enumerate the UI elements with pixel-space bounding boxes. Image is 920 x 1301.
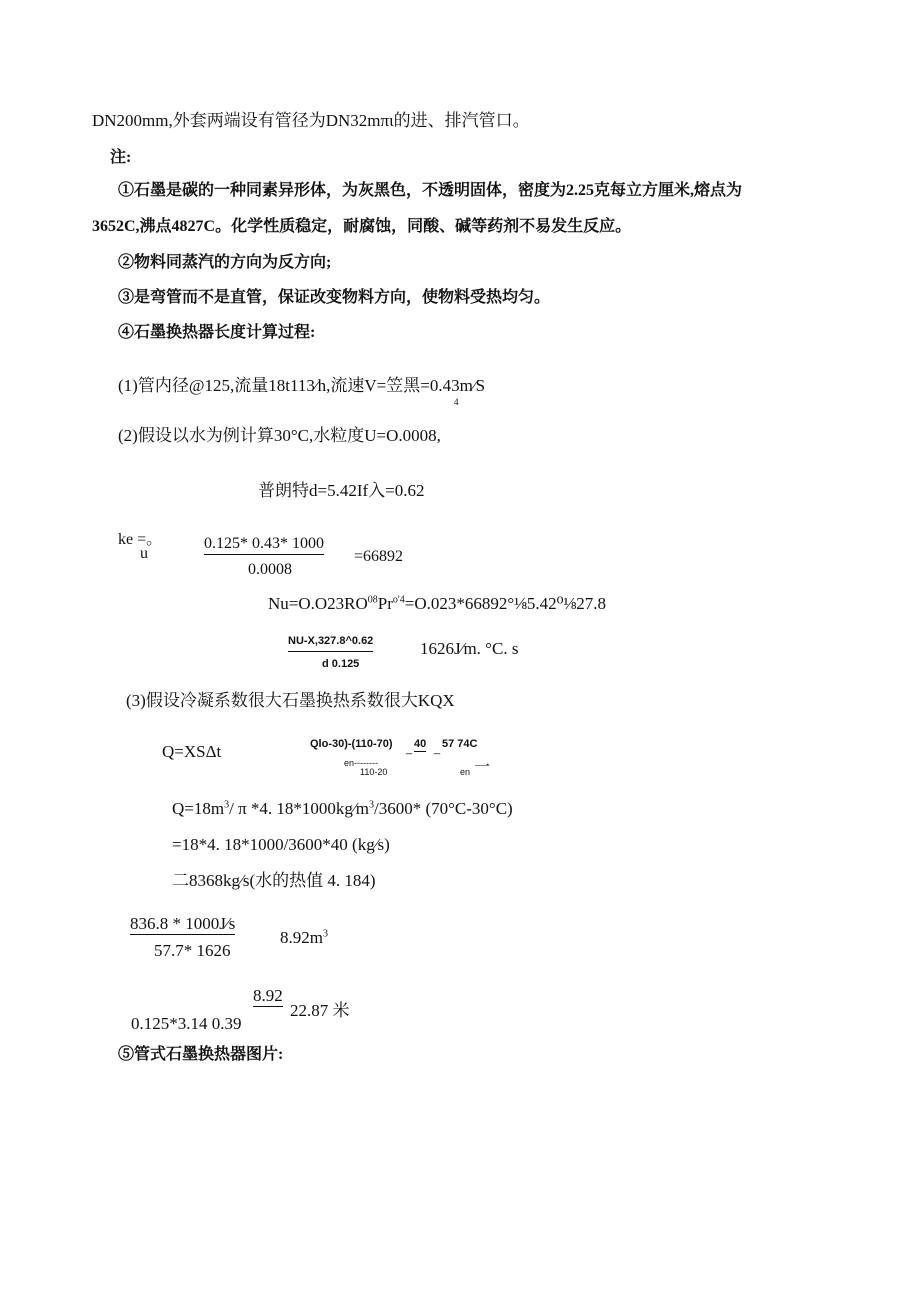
reynolds-label: ke =。 [118, 531, 163, 548]
note-2: ②物料同蒸汽的方向为反方向; [118, 254, 332, 271]
dt-denominator-prefix: en-------- [344, 758, 378, 768]
q-line-1-part-c: /3600* (70°C-30°C) [373, 799, 513, 818]
length-result: 22.87 米 [290, 1001, 350, 1020]
calc-step-1: (1)管内径@125,流量18t113∕h,流速V=笠黑=0.43m∕S [118, 376, 486, 395]
q-line-1 [172, 800, 513, 817]
calc-step-1-subscript: 4 [454, 397, 459, 407]
alpha-denominator: d 0.125 [322, 658, 360, 670]
alpha-result: 1626J∕m. °C. s [420, 639, 519, 658]
length-denominator: 0.125*3.14 0.39 [131, 1014, 242, 1033]
prandtl-line: 普朗特d=5.42If入=0.62 [258, 481, 425, 500]
reynolds-denominator: 0.0008 [248, 561, 292, 578]
q-line-1-part-b: / π *4. 18*1000kg∕m [229, 799, 369, 818]
area-numerator: 836.8 * 1000J∕s [130, 914, 236, 933]
calc-step-3: (3)假设冷凝系数很大石墨换热系数很大KQX [126, 691, 455, 710]
q-line-1-sup: 3 [224, 799, 230, 811]
dt-numerator: Qlo-30)-(110-70) [310, 738, 393, 750]
note-5: ⑤管式石墨换热器图片: [118, 1046, 284, 1063]
nusselt-pr: Pr [377, 594, 393, 613]
reynolds-u: u [140, 545, 148, 562]
dt-en: en [460, 767, 471, 777]
dt-result: 57 74C [442, 738, 478, 750]
q-line-3: 二8368kg∕s(水的热值 4. 184) [172, 871, 376, 890]
area-result [280, 929, 328, 946]
dt-separator-2: _ [434, 743, 441, 755]
note-label: 注: [110, 149, 132, 166]
note-1-line-2: 3652C,沸点4827C。化学性质稳定，耐腐蚀，同酸、碱等药剂不易发生反应。 [92, 218, 632, 235]
note-1-line-1: ①石墨是碳的一种同素异形体，为灰黑色，不透明固体，密度为2.25克每立方厘米,熔点为 [118, 182, 743, 199]
nusselt-rest: =O.023*66892°⅛5.42⁰⅛27.8 [404, 594, 606, 613]
reynolds-numerator: 0.125* 0.43* 1000 [204, 536, 324, 555]
dt-dash: 一 [474, 759, 491, 776]
nusselt-line [268, 595, 606, 612]
note-3: ③是弯管而不是直管，保证改变物料方向，使物料受热均匀。 [118, 289, 551, 306]
note-4: ④石墨换热器长度计算过程: [118, 324, 316, 341]
q-line-1-part-a: Q=18m [172, 799, 225, 818]
dt-numerator-2: 40 [414, 738, 427, 750]
nusselt-exp-1: 08 [367, 594, 378, 606]
nusselt-base: Nu=O.O23RO [268, 594, 368, 613]
calc-step-2: (2)假设以水为例计算30°C,水粒度U=O.0008, [118, 426, 441, 445]
dt-separator-1: _ [406, 743, 413, 755]
q-line-2: =18*4. 18*1000/3600*40 (kg∕s) [172, 835, 390, 854]
area-result-value: 8.92m [280, 928, 323, 947]
dt-denominator-value: 110-20 [360, 767, 388, 777]
q-line-1-sup-2: 3 [368, 799, 374, 811]
nusselt-exp-2: o'4 [392, 594, 405, 606]
reynolds-result: =66892 [354, 548, 404, 565]
area-denominator: 57.7* 1626 [154, 941, 231, 960]
q-formula: Q=XSΔt [162, 742, 222, 761]
intro-line: DN200mm,外套两端设有管径为DN32mπι的进、排汽管口。 [92, 111, 530, 130]
length-numerator: 8.92 [253, 986, 283, 1005]
alpha-numerator: NU-X,327.8^0.62 [288, 636, 373, 652]
area-result-sup: 3 [322, 928, 328, 940]
